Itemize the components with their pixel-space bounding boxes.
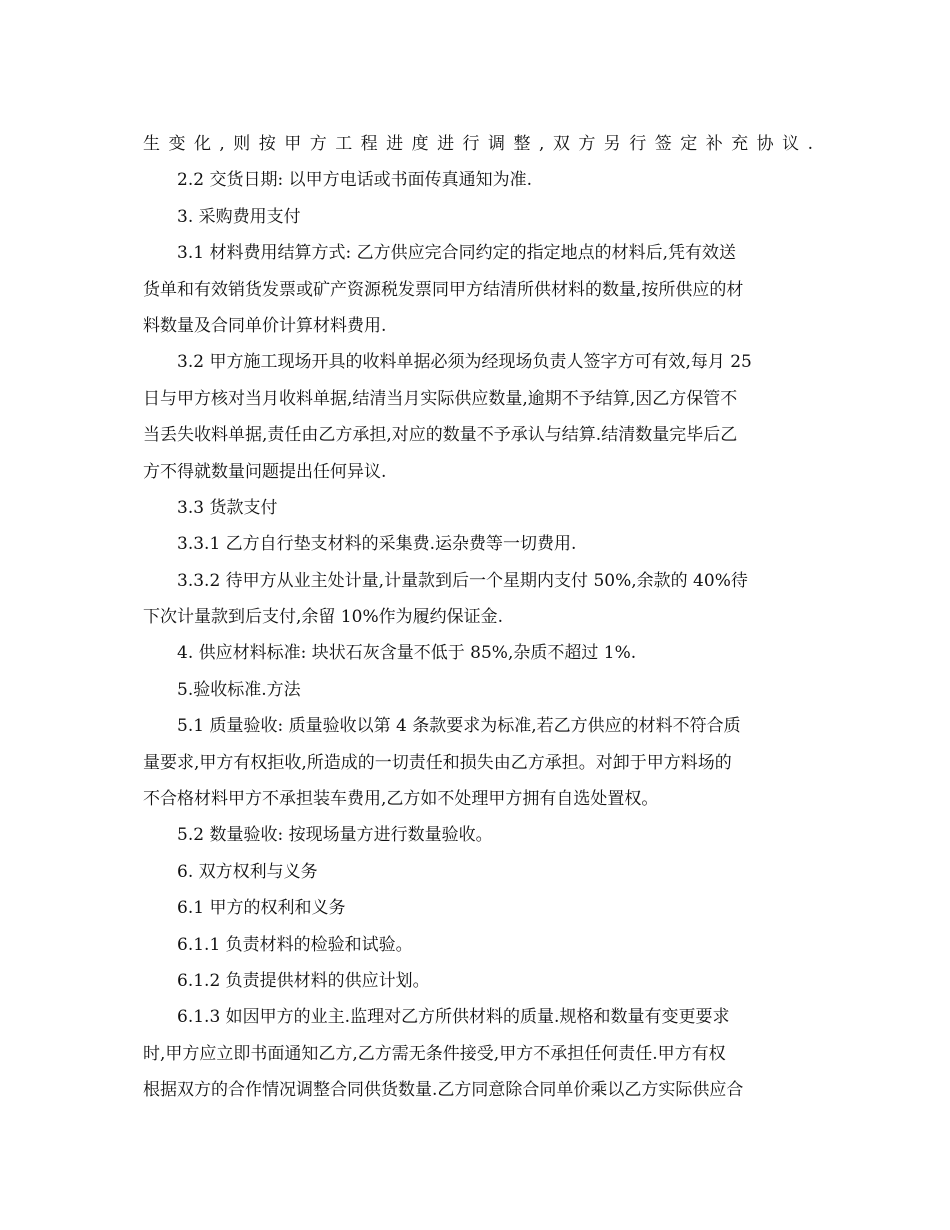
- clause-3-3-2: 3.3.2 待甲方从业主处计量,计量款到后一个星期内支付 50%,余款的 40%待: [177, 570, 748, 591]
- clause-6-1-heading: 6.1 甲方的权利和义务: [177, 898, 346, 919]
- text-line: 当丢失收料单据,责任由乙方承担,对应的数量不予承认与结算.结清数量完毕后乙: [143, 425, 738, 446]
- text-line: 生变化,则按甲方工程进度进行调整,双方另行签定补充协议.: [143, 134, 813, 154]
- clause-3-3-heading: 3.3 货款支付: [177, 497, 278, 518]
- text-line: 方不得就数量问题提出任何异议.: [143, 461, 387, 482]
- clause-5-2: 5.2 数量验收: 按现场量方进行数量验收。: [177, 825, 493, 846]
- section-3-heading: 3. 采购费用支付: [177, 206, 301, 227]
- text-line: 下次计量款到后支付,余留 10%作为履约保证金.: [143, 607, 503, 628]
- clause-3-3-1: 3.3.1 乙方自行垫支材料的采集费.运杂费等一切费用.: [177, 534, 577, 555]
- section-4: 4. 供应材料标准: 块状石灰含量不低于 85%,杂质不超过 1%.: [177, 643, 637, 664]
- section-6-heading: 6. 双方权利与义务: [177, 861, 318, 882]
- text-line: 量要求,甲方有权拒收,所造成的一切责任和损失由乙方承担。对卸于甲方料场的: [143, 752, 732, 773]
- clause-6-1-1: 6.1.1 负责材料的检验和试验。: [177, 934, 413, 955]
- clause-3-2: 3.2 甲方施工现场开具的收料单据必须为经现场负责人签字方可有效,每月 25: [177, 352, 752, 373]
- text-line: 时,甲方应立即书面通知乙方,乙方需无条件接受,甲方不承担任何责任.甲方有权: [143, 1043, 726, 1064]
- clause-5-1: 5.1 质量验收: 质量验收以第 4 条款要求为标准,若乙方供应的材料不符合质: [177, 716, 741, 737]
- text-line: 日与甲方核对当月收料单据,结清当月实际供应数量,逾期不予结算,因乙方保管不: [143, 388, 738, 409]
- text-line: 根据双方的合作情况调整合同供货数量.乙方同意除合同单价乘以乙方实际供应合: [143, 1080, 744, 1101]
- contract-text-body: [143, 126, 813, 1109]
- section-5-heading: 5.验收标准.方法: [177, 679, 301, 700]
- text-line: 不合格材料甲方不承担装车费用,乙方如不处理甲方拥有自选处置权。: [143, 789, 659, 810]
- clause-6-1-3: 6.1.3 如因甲方的业主.监理对乙方所供材料的质量.规格和数量有变更要求: [177, 1007, 730, 1028]
- text-line: 料数量及合同单价计算材料费用.: [143, 315, 387, 336]
- clause-6-1-2: 6.1.2 负责提供材料的供应计划。: [177, 970, 430, 991]
- clause-3-1: 3.1 材料费用结算方式: 乙方供应完合同约定的指定地点的材料后,凭有效送: [177, 243, 736, 264]
- text-line: 货单和有效销货发票或矿产资源税发票同甲方结清所供材料的数量,按所供应的材: [143, 279, 744, 300]
- clause-2-2: 2.2 交货日期: 以甲方电话或书面传真通知为准.: [177, 170, 532, 191]
